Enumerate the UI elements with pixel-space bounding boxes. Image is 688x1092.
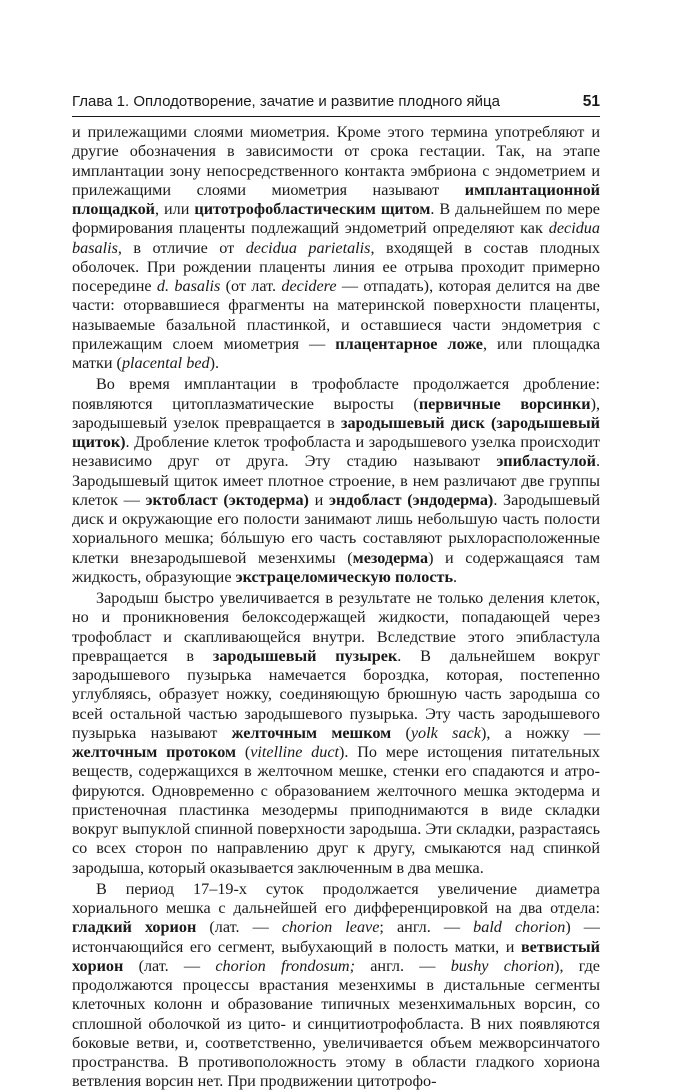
text-run: ), где продолжаются процессы врастания мезенхимы в дистальные сегменты клеточных колонн и образование типичных мезенхимальных ворсин, со сплошной оболочкой из цито- и синцитиотрофобласта. В них появляются боковые ветви, и, соответственно, увеличивается объем межворсинчатого пространства. В противоположность этому в области гладкого хориона ветвления ворсин нет. При продвижении цитотрофо- xyxy=(72,956,600,1091)
bold-term: эндобласт (эндодерма) xyxy=(328,490,494,509)
bold-term: зародышевый пузырек xyxy=(212,646,398,665)
text-run: ( xyxy=(391,723,411,742)
paragraph-1 xyxy=(72,123,600,373)
italic-term: yolk sack xyxy=(410,723,481,742)
paragraph-2 xyxy=(72,375,600,587)
text-run: . В дальнейшем по мере формирования плаценты подлежащий эндометрий определяют как xyxy=(72,200,600,238)
text-run: , или xyxy=(155,200,195,218)
italic-term: bushy chorion xyxy=(450,956,555,975)
text-run: ), зародышевый узелок превращается в xyxy=(72,394,600,432)
italic-term: decidere xyxy=(281,277,337,295)
bold-term: экстрацеломическую полость xyxy=(235,567,454,586)
bold-term: эпибластулой xyxy=(496,452,596,471)
text-run: , в отличие от xyxy=(117,238,246,257)
italic-term: chorion leave xyxy=(281,918,380,937)
text-run: . В дальнейшем вокруг зародышевого пузырька намечается бороздка, которая, постепенно углубляясь, образует ножку, соединяющую брюшную часть зародыша со всей остальной частью зародышевого пузырька. Эту часть зародышевого пузырька называют xyxy=(72,646,601,742)
text-run: и прилежащими слоями миометрия. Кроме этого термина употребляют и другие обозначения в зависимости от срока гестации. Так, на этапе имплантации зону непосредственного контакта эмбриона с эндометрием и прилежащими слоями миометрия называют xyxy=(72,123,600,199)
italic-term: bald chorion xyxy=(473,918,566,937)
text-run: и xyxy=(308,490,329,509)
paragraph-3 xyxy=(72,589,600,878)
bold-term: желточным мешком xyxy=(231,723,392,742)
body-text xyxy=(72,123,600,1092)
text-run: . Зародышевый щиток имеет плотное строение, в нем различают две группы клеток — xyxy=(72,452,600,509)
text-run: ) и содержащаяся там жидкость, образующие xyxy=(72,548,600,586)
bold-term: эктобласт (эктодерма) xyxy=(145,490,309,509)
text-run: Во время имплантации в трофобласте продолжается дробление: появляются цитоплазматические выросты ( xyxy=(72,375,600,413)
paragraph-4 xyxy=(72,880,600,1092)
text-run: , входящей в состав плодных оболочек. При рождении плаценты линия ее отрыва проходит примерно посередине xyxy=(72,238,601,295)
italic-term: chorion frondosum; xyxy=(215,956,356,975)
text-run: — отпадать), которая делится на две части: оторвавшиеся фрагменты на материнской поверхности плаценты, называемые базальной пластинкой, и оставшиеся части эндометрия с прилежащим слоем миометрия — xyxy=(72,277,600,353)
text-run: . Зародышевый диск и окружающие его полости занимают лишь небольшую часть полости хориального мешка; бóльшую его часть составляют рыхлорасположенные клетки внезародышевой мезенхимы ( xyxy=(72,490,600,567)
bold-term: первичные ворсинки xyxy=(418,394,591,413)
italic-term: d. basalis xyxy=(156,277,221,295)
page-number: 51 xyxy=(582,93,600,110)
text-run: ) — истончающийся его сегмент, выбухающий в полость матки, и xyxy=(72,918,600,956)
text-run: ). xyxy=(209,354,220,372)
text-run: (лат. — xyxy=(123,956,216,975)
bold-term: зародышевый диск (зародышевый щиток) xyxy=(72,413,600,451)
italic-term: placental bed xyxy=(121,354,210,372)
running-header xyxy=(72,93,600,117)
text-run: . xyxy=(453,567,458,586)
italic-term: decidua parietalis xyxy=(245,238,371,257)
bold-term: имплантационной площадкой xyxy=(72,180,600,218)
bold-term: плацентарное ложе xyxy=(335,334,483,353)
text-run: ). По мере истощения питательных веществ, содержащихся в желточном мешке, стенки его спадаются и атрофируются. Одновременно с образованием желточного мешка эктодерма и пристеночная пластинка мезодермы приподнимаются в виде складки вокруг выпуклой спинной поверхности зародыша. Эти складки, разрастаясь со всех сторон по направлению друг к другу, смыкаются над спинкой зародыша, который оказывается заключенным в два мешка. xyxy=(72,743,600,877)
text-run: . Дробление клеток трофобласта и зародышевого узелка происходит независимо друг от друга. Эту стадию называют xyxy=(72,433,600,471)
text-run: В период 17–19-х суток продолжается увеличение диаметра хориального мешка с дальнейшей его дифференцировкой на два отдела: xyxy=(72,879,600,917)
text-run: ( xyxy=(236,743,251,761)
text-run: ; англ. — xyxy=(379,918,474,937)
text-run: англ. — xyxy=(355,956,451,975)
text-run: (от лат. xyxy=(220,277,282,295)
italic-term: decidua basalis xyxy=(72,219,600,257)
text-run: Зародыш быстро увеличивается в результате не только деления клеток, но и проникновения белоксодержащей жидкости, попадающей через трофобласт и скапливающейся внутри. Вследствие этого эпибластула превращается в xyxy=(72,589,600,665)
italic-term: vitelline duct xyxy=(250,743,340,761)
bold-term: гладкий хорион xyxy=(72,918,197,937)
bold-term: цитотрофобластическим щитом xyxy=(194,200,431,218)
bold-term: мезодерма xyxy=(352,548,429,567)
chapter-title: Глава 1. Оплодотворение, зачатие и развитие плодного яйца xyxy=(72,93,500,110)
bold-term: желточным протоком xyxy=(72,743,237,761)
text-run: (лат. — xyxy=(196,918,282,937)
text-run: ), а ножку — xyxy=(480,723,601,742)
bold-term: ветвистый хорион xyxy=(72,937,600,975)
text-run: , или площадка матки ( xyxy=(72,334,600,372)
